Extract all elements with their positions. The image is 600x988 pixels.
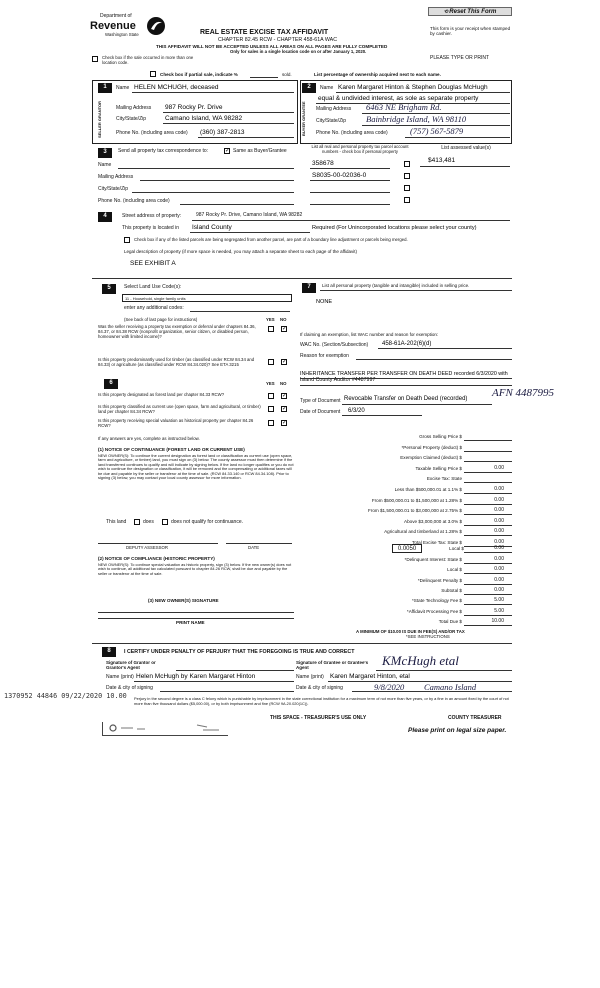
date-label: DATE xyxy=(248,545,260,550)
tax-row-label: Above $3,000,000 at 3.0% $ xyxy=(404,518,462,524)
certify-statement: I CERTIFY UNDER PENALTY OF PERJURY THAT THE FOREGOING IS TRUE AND CORRECT xyxy=(124,649,355,655)
agency-line1: Department of xyxy=(100,13,132,19)
s6-question-2: Is this property classified as current use (open space, farm and agricultural, or timber) land per chapter 84.34 RCW? xyxy=(98,404,261,414)
segregated-checkbox[interactable] xyxy=(124,237,130,243)
buyer-phone-label: Phone No. (including area code) xyxy=(316,130,388,136)
grantor-name-label: Name (print) xyxy=(106,674,134,680)
fee-row-label: Local $ xyxy=(447,567,462,573)
s5-q2-yes[interactable] xyxy=(268,359,274,365)
required-note: Required (For Unincorporated locations please select your county) xyxy=(312,225,477,231)
s5-question-1: Was the seller receiving a property tax exemption or deferral under chapters 84.36, 84.37, or 84.38 RCW (nonprofit organization, senior citizen, or disabled person, homeowner with limited income)? xyxy=(98,324,256,339)
grantee-signature[interactable]: KMcHugh etal xyxy=(382,653,459,668)
local-tax-value: 0.00 xyxy=(494,545,504,551)
seller-city[interactable]: Camano Island, WA 98282 xyxy=(165,115,243,122)
section-6-number: 6 xyxy=(104,379,118,389)
section-7-number: 7 xyxy=(302,283,316,293)
stamp-mark-icon xyxy=(107,722,227,734)
tax-row-label: Less than $500,000.01 at 1.1% $ xyxy=(394,487,462,492)
grantee-name-label: Name (print) xyxy=(296,674,324,680)
s6-q1-yes[interactable] xyxy=(268,393,274,399)
partial-sale-label: Check box if partial sale, indicate % xyxy=(160,72,238,77)
s3-phone-label: Phone No. (including area code) xyxy=(98,198,170,204)
form-warning: THIS AFFIDAVIT WILL NOT BE ACCEPTED UNLESS ALL AREAS ON ALL PAGES ARE FULLY COMPLETED xyxy=(156,44,388,49)
section-2-number: 2 xyxy=(302,83,316,93)
tax-row-value[interactable]: 0.00 xyxy=(494,507,504,514)
buyer-phone[interactable]: (757) 567-5879 xyxy=(410,126,464,136)
s5-question-2: Is this property predominantly used for timber (as classified under RCW 84.34 and 84.33) or agriculture (as classified under RCW 84.34.020)? See ETA 3215 xyxy=(98,357,255,367)
same-as-buyer-label: Same as Buyer/Grantee xyxy=(233,148,287,154)
assessed-header: List assessed value(s) xyxy=(441,145,491,151)
tax-row-value[interactable]: 0.00 xyxy=(494,528,504,535)
land-use-select[interactable] xyxy=(122,294,292,302)
doc-type[interactable]: Revocable Transfer on Death Deed (recorded) xyxy=(344,396,468,402)
s5-q2-no[interactable]: ✓ xyxy=(282,359,288,365)
does-label: does xyxy=(143,519,154,525)
new-owner-signature-field[interactable] xyxy=(98,612,294,613)
tax-row-label: Exemption Claimed (deduct) $ xyxy=(400,455,462,461)
fee-row-label: *State Technology Fee $ xyxy=(412,598,462,604)
county-select[interactable]: Island County xyxy=(192,224,232,231)
s5-yes-header: YES xyxy=(266,317,275,322)
print-name-label: PRINT NAME xyxy=(176,620,205,625)
fee-row-value[interactable]: 0.00 xyxy=(494,586,504,593)
fee-row-value[interactable]: 5.00 xyxy=(494,607,504,614)
doc-date-label: Date of Document xyxy=(300,409,341,415)
local-rate-box[interactable] xyxy=(392,544,422,553)
see-instructions: *SEE INSTRUCTIONS xyxy=(406,634,450,639)
s3-city-label: City/State/Zip xyxy=(98,186,129,192)
fee-row-value[interactable]: 0.00 xyxy=(494,576,504,583)
legal-size-note: Please print on legal size paper. xyxy=(408,727,507,734)
street-label: Street address of property: xyxy=(122,213,182,219)
exemption-label: If claiming an exemption, list WAC number and reason for exemption: xyxy=(300,332,439,337)
buyer-name[interactable]: Karen Margaret Hinton & Stephen Douglas McHugh xyxy=(338,84,488,91)
tax-row-value[interactable]: 0.00 xyxy=(494,496,504,503)
afn-handwritten: AFN 4487995 xyxy=(492,387,555,399)
tax-row-label: Total Excise Tax: State $ xyxy=(412,540,462,545)
grantor-date-city-label: Date & city of signing xyxy=(106,685,153,691)
treasurer-space-label: THIS SPACE - TREASURER'S USE ONLY xyxy=(270,715,367,721)
fee-row-label: *Delinquent Penalty $ xyxy=(417,577,462,583)
s6-q3-yes[interactable] xyxy=(268,420,274,426)
section-8-number: 8 xyxy=(102,647,116,657)
agency-line2: Revenue xyxy=(90,20,136,32)
seller-phone[interactable]: (360) 387-2813 xyxy=(200,129,245,136)
fee-row-value[interactable]: 0.00 xyxy=(494,566,504,573)
form-title: REAL ESTATE EXCISE TAX AFFIDAVIT xyxy=(200,29,329,36)
fee-row-label: *Delinquent Interest: State $ xyxy=(404,557,462,562)
multi-location-checkbox[interactable] xyxy=(92,56,98,62)
land-does-label: This land xyxy=(106,519,127,525)
tax-row-value[interactable]: 0.00 xyxy=(494,517,504,524)
legal-description[interactable]: SEE EXHIBIT A xyxy=(130,260,176,267)
sold-label: sold. xyxy=(282,72,292,77)
perjury-note: Perjury in the second degree is a class C felony which is punishable by imprisonment in the state correctional institution for a maximum term of not more than five years, or by a fine in an amount fixed by the court of not more than five thousand dollars ($5,000.00), or by both imprisonment and fine (RCW 9A.20.020(1C)). xyxy=(134,696,509,706)
dor-swirl-icon xyxy=(146,16,166,36)
fee-row-value[interactable]: 10.00 xyxy=(491,617,504,624)
s3-mailing-label: Mailing Address xyxy=(98,174,134,180)
s5-q1-yes[interactable] xyxy=(268,326,274,332)
section-1-number: 1 xyxy=(98,83,112,93)
buyer-name-label: Name xyxy=(320,85,334,91)
doc-type-label: Type of Document xyxy=(300,398,341,404)
grantor-date-city-field[interactable] xyxy=(160,691,294,692)
buyer-city[interactable]: Bainbridge Island, WA 98110 xyxy=(366,114,467,124)
grantee-sign-city[interactable]: Camano Island xyxy=(424,682,477,692)
grantee-date-city-label: Date & city of signing xyxy=(296,685,343,691)
personal-property-label: List all personal property (tangible and intangible) included in selling price. xyxy=(322,283,470,288)
parcel-2[interactable]: S8035-00-02036-0 xyxy=(312,172,367,179)
agency-line3: Washington State xyxy=(105,32,139,37)
reason-label: Reason for exemption xyxy=(300,353,349,359)
parcel-header: List all real and personal property tax parcel account numbers - check box if personal property xyxy=(311,144,409,154)
notice-compliance-body: NEW OWNER(S): To continue special valuation as historic property, sign (3) below. If the new owner(s) does not wish to continue, all additional tax calculated pursuant to chapter 84.26 RCW, shall be due and payable by the seller or transferor at the time of sale. xyxy=(98,562,292,576)
personal-property-value[interactable]: NONE xyxy=(316,299,333,305)
tax-row-label: Agricultural and timberland at 1.28% $ xyxy=(384,529,462,535)
seller-address-label: Mailing Address xyxy=(116,105,152,111)
tax-row-value[interactable]: 0.00 xyxy=(494,539,504,545)
buyer-city-label: City/State/Zip xyxy=(316,118,347,124)
tax-row-label: Excise Tax: State xyxy=(426,476,462,482)
seller-name[interactable]: HELEN MCHUGH, deceased xyxy=(134,84,219,91)
buyer-address-label: Mailing Address xyxy=(316,106,352,112)
please-print: PLEASE TYPE OR PRINT xyxy=(430,55,490,61)
tax-row-label: *Personal Property (deduct) $ xyxy=(401,444,462,450)
reset-label: Reset This Form xyxy=(449,9,497,15)
additional-codes-label: enter any additional codes: xyxy=(124,305,184,311)
parcel-4-personal-checkbox[interactable] xyxy=(404,197,410,203)
seller-phone-label: Phone No. (including area code) xyxy=(116,130,188,136)
s6-q3-no[interactable]: ✓ xyxy=(282,420,288,426)
dor-logo xyxy=(90,14,172,48)
s6-q1-no[interactable]: ✓ xyxy=(282,393,288,399)
s6-question-1: Is this property designated as forest land per chapter 84.33 RCW? xyxy=(98,392,225,397)
section-4-number: 4 xyxy=(98,212,112,222)
seller-side-label: SELLER GRANTOR xyxy=(97,100,102,138)
tax-row-label: Taxable Selling Price $ xyxy=(415,465,462,471)
wac-number[interactable]: 458-61A-202(6)(d) xyxy=(382,341,432,347)
fee-row-label: Total Due $ xyxy=(438,618,462,624)
s6-yes-header: YES xyxy=(266,381,275,386)
multi-location-label: Check box if the sale occurred in more than one location code. xyxy=(102,55,194,65)
grantor-signature-field[interactable] xyxy=(176,670,294,671)
cashier-stamp xyxy=(102,722,228,736)
doc-date[interactable]: 6/3/20 xyxy=(348,408,365,414)
reset-icon: ⟲ xyxy=(443,9,450,15)
seller-name-label: Name xyxy=(116,85,130,91)
tax-row-value[interactable]: 0.00 xyxy=(494,464,504,471)
same-as-buyer-checkbox[interactable]: ✓ xyxy=(225,148,231,154)
notice-compliance-title: (2) NOTICE OF COMPLIANCE (HISTORIC PROPERTY) xyxy=(98,556,215,561)
s6-if-yes: If any answers are yes, complete as instructed below. xyxy=(98,436,200,441)
tax-row-label: From $500,000.01 to $1,500,000 at 1.28% $ xyxy=(371,497,462,503)
buyer-address[interactable]: 6463 NE Brigham Rd. xyxy=(366,102,442,112)
parcel-1-personal-checkbox[interactable] xyxy=(404,161,410,167)
partial-sale-checkbox[interactable] xyxy=(150,71,156,77)
grantee-signature-label: Signature of Grantee or Grantee's Agent xyxy=(296,660,369,671)
segregated-label: Check box if any of the listed parcels are being segregated from another parcel, are part of a boundary line adjustment or parcels being merged. xyxy=(134,237,408,242)
fee-row-label: *Affidavit Processing Fee $ xyxy=(406,608,462,614)
additional-codes-field[interactable] xyxy=(190,311,290,312)
deputy-assessor-label: DEPUTY ASSESSOR xyxy=(126,545,168,550)
land-use-value: 11 - Household, single family units xyxy=(125,296,186,301)
legal-label: Legal description of property (if more space is needed, you may attach a separate sheet to each page of the affidavit) xyxy=(124,249,358,254)
s6-q2-no[interactable]: ✓ xyxy=(282,406,288,412)
buyer-name-line2[interactable]: equal & undivided interest, as sole as separate property xyxy=(318,95,479,102)
located-label: This property is located in xyxy=(122,225,179,231)
notice-continuance-title: (1) NOTICE OF CONTINUANCE (FOREST LAND OR CURRENT USE) xyxy=(98,447,245,452)
tax-row-label: Gross Selling Price $ xyxy=(419,434,462,439)
tax-row-label: From $1,500,000.01 to $3,000,000 at 2.75% $ xyxy=(368,508,462,514)
section-5-number: 5 xyxy=(102,284,116,294)
fee-row-label: Subtotal $ xyxy=(441,587,462,593)
see-back-note: (See back of last page for instructions) xyxy=(124,317,198,322)
buyer-side-label: BUYER GRANTEE xyxy=(301,101,306,137)
assessed-value[interactable]: $413,481 xyxy=(428,157,456,164)
grantor-signature-label: Signature of Grantor or Grantor's Agent xyxy=(106,660,156,671)
minimum-note: A MINIMUM OF $10.00 IS DUE IN FEE(S) AND/OR TAX xyxy=(356,629,465,634)
single-location-note: Only for sales in a single location code on or after January 1, 2020. xyxy=(230,49,367,54)
land-does-not-checkbox[interactable] xyxy=(162,519,168,525)
grantor-name-print[interactable]: Helen McHugh by Karen Margaret Hinton xyxy=(136,673,256,680)
s3-name-label: Name xyxy=(98,162,112,168)
reset-button[interactable] xyxy=(428,7,512,16)
does-not-label: does not qualify for continuance. xyxy=(171,519,243,525)
partial-sale-percent-field[interactable] xyxy=(250,77,278,78)
local-tax-label: Local $ xyxy=(449,546,464,551)
parcel-2-personal-checkbox[interactable] xyxy=(404,173,410,179)
exemption-reason[interactable]: INHERITANCE TRANSFER PER TRANSFER ON DEATH DEED recorded 6/3/2020 with Island County Auditor #4487997 xyxy=(300,371,508,384)
form-subtitle: CHAPTER 82.45 RCW - CHAPTER 458-61A WAC xyxy=(218,37,338,43)
county-treasurer-label: COUNTY TREASURER xyxy=(448,715,502,721)
ownership-note: List percentage of ownership acquired next to each name. xyxy=(314,72,441,77)
fee-row-value[interactable]: 5.00 xyxy=(494,597,504,604)
fee-row-value[interactable]: 0.00 xyxy=(494,556,504,562)
send-correspondence-label: Send all property tax correspondence to: xyxy=(118,148,209,154)
print-name-field[interactable] xyxy=(98,618,294,619)
tax-row-value[interactable]: 0.00 xyxy=(494,486,504,492)
property-street[interactable]: 987 Rocky Pr. Drive, Camano Island, WA 98282 xyxy=(196,212,303,218)
local-rate: 0.0050 xyxy=(397,546,417,552)
s6-q2-yes[interactable] xyxy=(268,406,274,412)
seller-city-label: City/State/Zip xyxy=(116,116,147,122)
land-does-checkbox[interactable] xyxy=(134,519,140,525)
seller-address[interactable]: 987 Rocky Pr. Drive xyxy=(165,104,223,111)
new-owner-signature-label: (3) NEW OWNER(S) SIGNATURE xyxy=(148,598,219,603)
grantee-sign-date[interactable]: 9/8/2020 xyxy=(374,682,405,692)
section-3-number: 3 xyxy=(98,148,112,158)
treasurer-stamp: 1370952 44846 09/22/2020 10.00 xyxy=(4,692,127,700)
grantee-name-print[interactable]: Karen Margaret Hinton, etal xyxy=(330,673,410,680)
s5-no-header: NO xyxy=(280,317,287,322)
s6-question-3: Is this property receiving special valuation as historical property per chapter 84.26 RCW? xyxy=(98,418,254,428)
parcel-3-personal-checkbox[interactable] xyxy=(404,185,410,191)
wac-label: WAC No. (Section/Subsection) xyxy=(300,342,369,348)
s5-q1-no[interactable]: ✓ xyxy=(282,326,288,332)
receipt-note: This form is your receipt when stamped by cashier. xyxy=(430,26,511,37)
s6-no-header: NO xyxy=(280,381,287,386)
notice-continuance-body: NEW OWNER(S): To continue the current designation as forest land or classification as current use (open space, farm and agriculture, or timber) land, you must sign on (3) below. The county assessor must then determine if the land transferred continues to qualify and will indicate by signing below. If the land no longer qualifies or you do not wish to continue the designation or classification, it will be removed and the compensating or additional taxes will be due and payable by the seller or transferor at the time of sale. (RCW 84.33.140 or RCW 84.34.108). Prior to signing (3) below, you may contact your local county assessor for more information. xyxy=(98,453,294,480)
land-use-label: Select Land Use Code(s): xyxy=(124,284,182,290)
parcel-1[interactable]: 358678 xyxy=(312,160,334,167)
